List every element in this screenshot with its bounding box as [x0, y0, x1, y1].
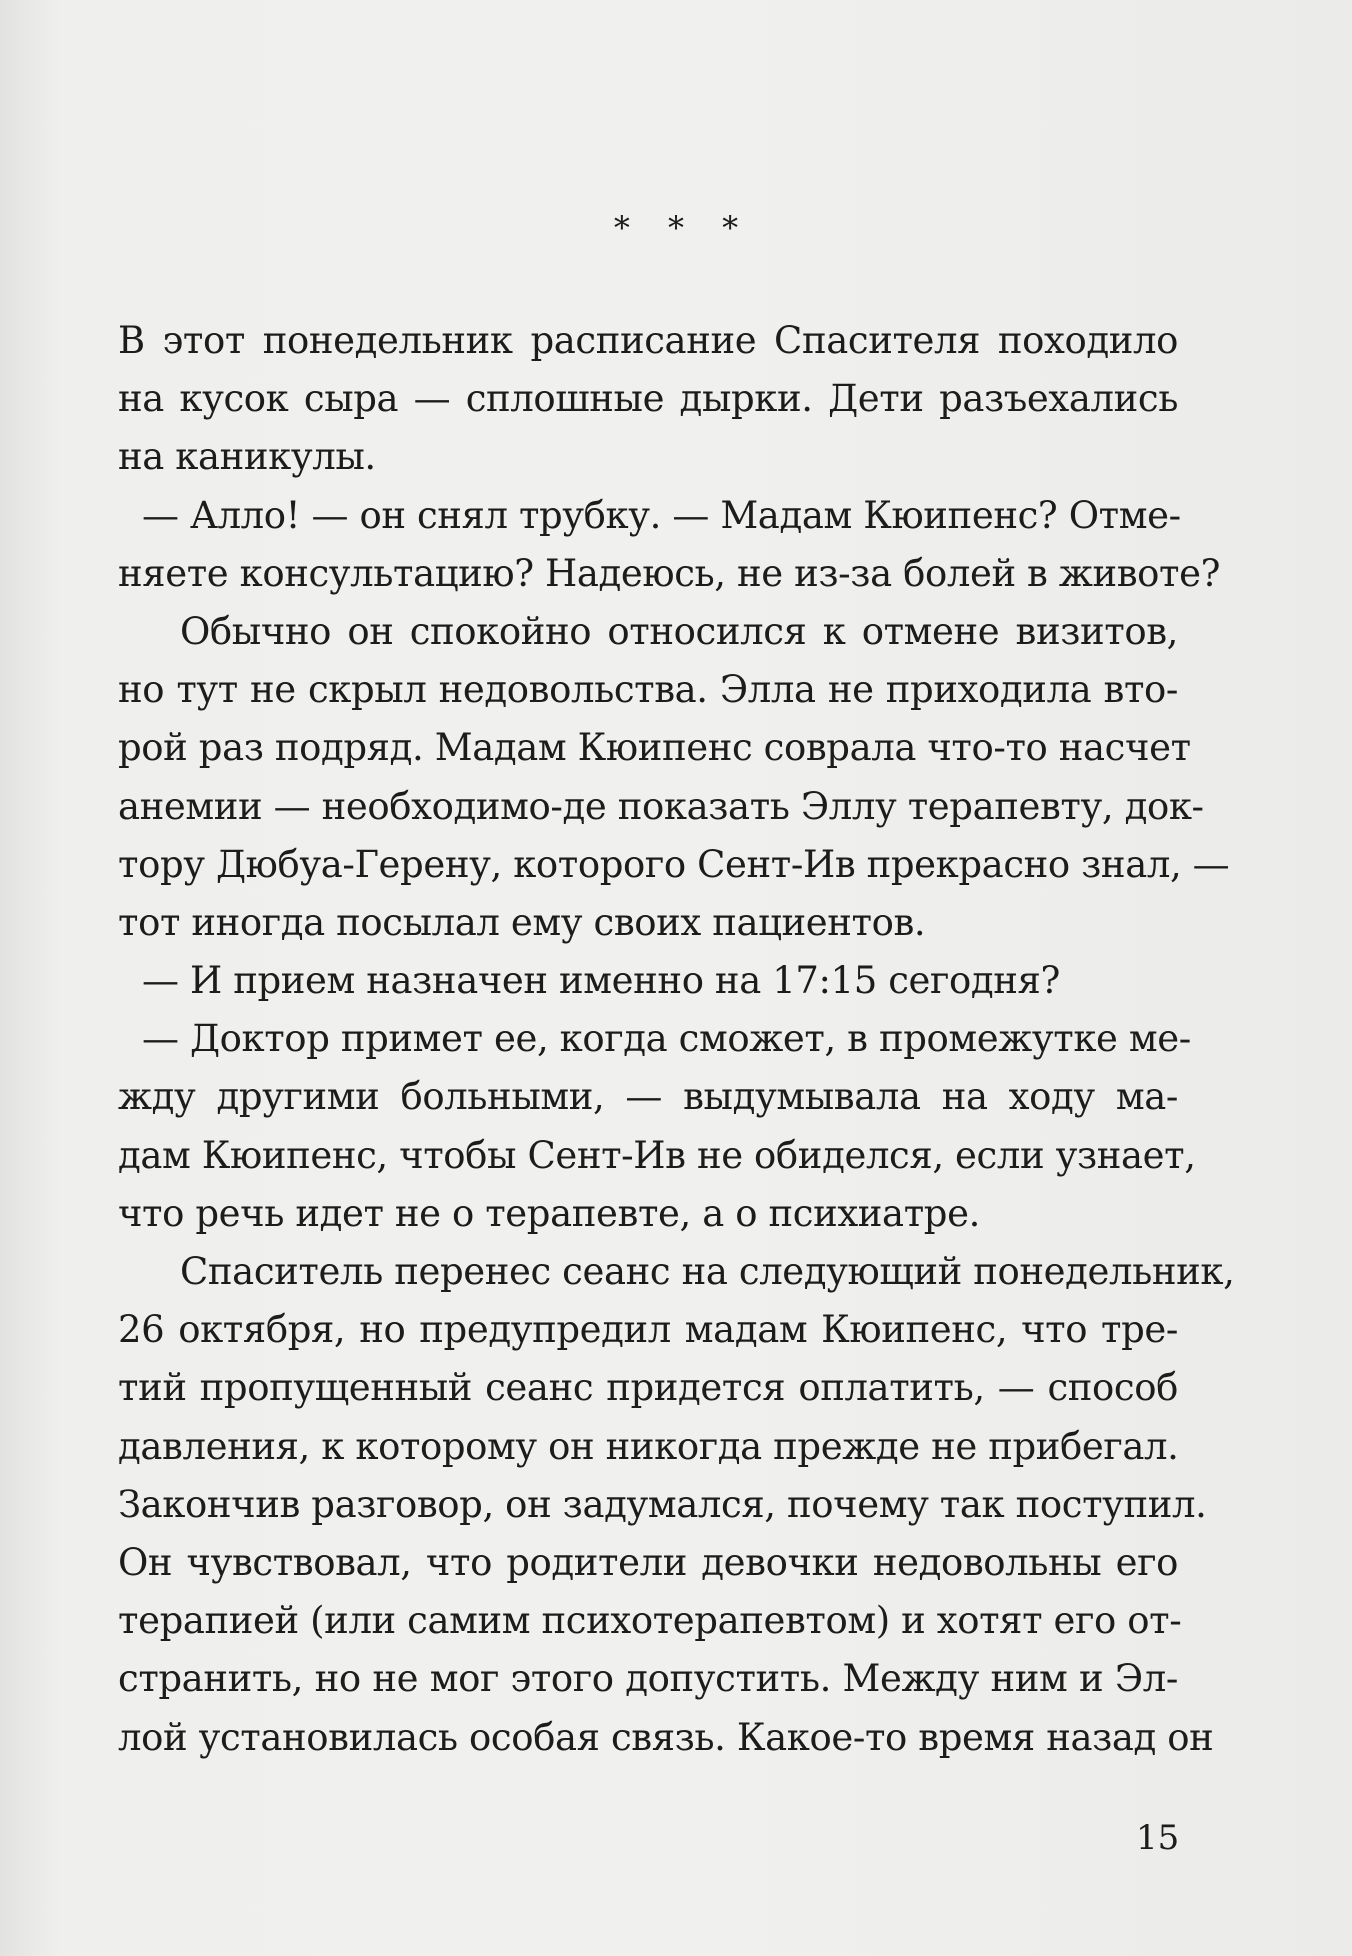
text-line: Обычно он спокойно относился к отмене визитов,	[180, 609, 1178, 653]
text-line: 26 октября, но предупредил мадам Кюипенс, что тре-	[118, 1308, 1178, 1352]
text-line: терапией (или самим психотерапевтом) и хотят его от-	[118, 1599, 1182, 1643]
text-line: странить, но не мог этого допустить. Между ним и Эл-	[118, 1657, 1178, 1701]
text-line: тору Дюбуа-Герену, которого Сент-Ив прекрасно знал, —	[118, 842, 1230, 886]
text-line: анемии — необходимо-де показать Эллу терапевту, док-	[118, 784, 1204, 828]
text-line: Он чувствовал, что родители девочки недовольны его	[118, 1540, 1178, 1584]
text-line: лой установилась особая связь. Какое-то время назад он	[118, 1715, 1214, 1759]
text-line: — И прием назначен именно на 17:15 сегодня?	[142, 959, 1060, 1003]
text-line: тий пропущенный сеанс придется оплатить, — способ	[118, 1366, 1178, 1410]
text-line: — Доктор примет ее, когда сможет, в промежутке ме-	[142, 1017, 1191, 1061]
text-line: рой раз подряд. Мадам Кюипенс соврала что-то насчет	[118, 726, 1191, 770]
text-line: но тут не скрыл недовольства. Элла не приходила вто-	[118, 668, 1178, 712]
text-line: няете консультацию? Надеюсь, не из-за болей в животе?	[118, 551, 1221, 595]
text-line: давления, к которому он никогда прежде не прибегал.	[118, 1424, 1179, 1468]
text-line: — Алло! — он снял трубку. — Мадам Кюипенс? Отме-	[142, 493, 1181, 537]
section-separator: * * *	[613, 209, 753, 247]
text-line: на кусок сыра — сплошные дырки. Дети разъехались	[118, 377, 1178, 421]
page-number: 15	[1136, 1818, 1180, 1858]
text-line: В этот понедельник расписание Спасителя походило	[118, 319, 1178, 362]
text-line: жду другими больными, — выдумывала на ходу ма-	[118, 1075, 1178, 1119]
text-line: тот иногда посылал ему своих пациентов.	[118, 900, 926, 944]
text-line: что речь идет не о терапевте, а о психиатре.	[118, 1191, 980, 1235]
text-line: дам Кюипенс, чтобы Сент-Ив не обиделся, если узнает,	[118, 1133, 1196, 1177]
body-text	[118, 312, 1235, 1767]
text-line: Закончив разговор, он задумался, почему так поступил.	[118, 1482, 1207, 1526]
text-line: на каникулы.	[118, 435, 376, 479]
text-line: Спаситель перенес сеанс на следующий понедельник,	[180, 1250, 1235, 1293]
